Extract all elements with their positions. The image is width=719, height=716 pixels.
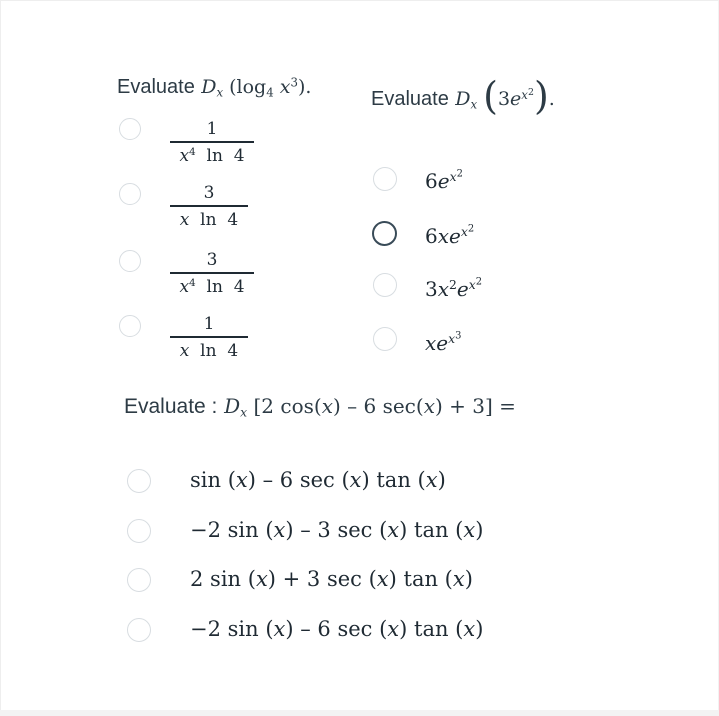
question-1-option-4-fraction [170,313,248,362]
fraction-bar [170,205,248,207]
question-3-option-2-label: −2 sin (x) – 3 sec (x) tan (x) [190,518,484,542]
question-3-option-4-label: −2 sin (x) – 6 sec (x) tan (x) [190,617,484,641]
question-2-option-3-label: $3x^2e^{x^2}$ [425,276,483,301]
fraction-numerator: 1 [206,119,218,139]
question-3-radio-4[interactable] [127,618,151,642]
question-3-option-3-label: 2 sin (x) + 3 sec (x) tan (x) [190,567,473,591]
question-2-prompt-math: $D_x$ $(3e^{x^2})$. [455,74,555,118]
question-1-prompt-math: $D_x$ ($\log_4$ $x^3$). [201,75,312,100]
question-2-prompt-label: Evaluate [371,88,449,110]
question-2-option-4-label: $xe^{x^3}$ [425,330,462,355]
question-2-radio-2[interactable] [372,221,397,246]
fraction-bar [170,141,254,143]
fraction-bar [170,272,254,274]
fraction-denominator: x ln 4 [179,209,239,230]
question-3-prompt [124,394,516,419]
question-2-radio-4[interactable] [373,327,397,351]
question-1-radio-1[interactable] [119,118,141,140]
fraction-denominator: x ln 4 [179,340,239,361]
question-2-prompt [371,74,555,118]
question-1-radio-2[interactable] [119,183,141,205]
question-3-prompt-label: Evaluate : [124,395,218,418]
fraction-numerator: 3 [206,250,218,270]
question-1-option-2-fraction [170,182,248,231]
fraction-bar [170,336,248,338]
question-1-radio-3[interactable] [119,250,141,272]
question-3-radio-2[interactable] [127,519,151,543]
fraction-denominator: $x^4$ ln 4 [179,145,245,166]
fraction-numerator: 1 [203,314,215,334]
fraction-denominator: $x^4$ ln 4 [179,276,245,297]
question-1-option-1-fraction [170,118,254,167]
question-1-prompt-label: Evaluate [117,76,195,98]
question-1-prompt [117,74,311,99]
question-1-option-3-fraction [170,249,254,298]
question-3-option-1-label: sin (x) – 6 sec (x) tan (x) [190,468,446,492]
question-3-radio-3[interactable] [127,568,151,592]
bottom-strip [0,710,719,716]
question-2-option-2-label: $6xe^{x^2}$ [425,223,475,248]
question-3-prompt-math: $D_x$ [2 cos(x) – 6 sec(x) + 3] = [224,394,516,420]
question-2-radio-1[interactable] [373,167,397,191]
question-2-option-1-label: $6e^{x^2}$ [425,168,463,193]
fraction-numerator: 3 [203,183,215,203]
question-3-radio-1[interactable] [127,469,151,493]
question-2-radio-3[interactable] [373,273,397,297]
question-1-radio-4[interactable] [119,315,141,337]
